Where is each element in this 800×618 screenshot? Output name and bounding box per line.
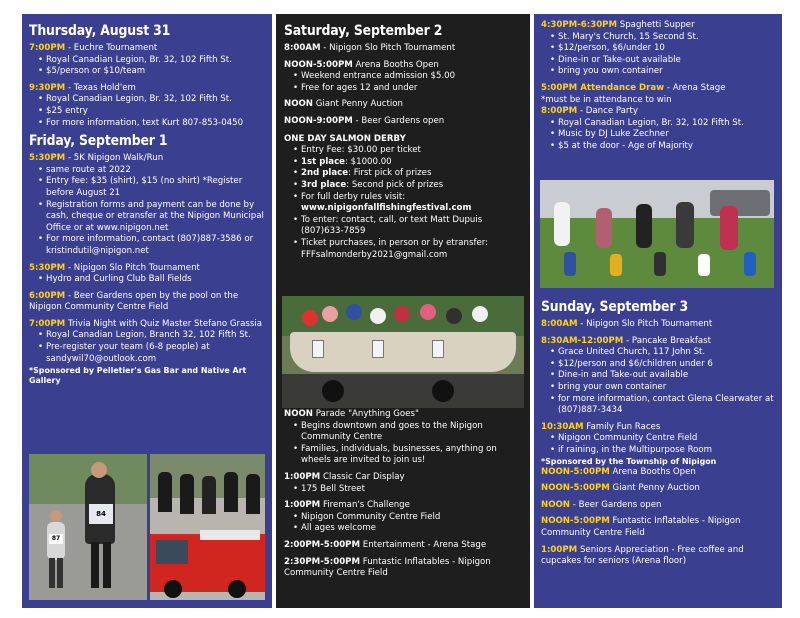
- event-detail: • same route at 2022: [38, 165, 265, 177]
- event-details: [541, 347, 775, 417]
- event-title: Classic Car Display: [320, 471, 405, 482]
- event-title: Parade "Anything Goes": [313, 409, 419, 419]
- event-item: [29, 319, 265, 365]
- attendance-draw: [541, 83, 775, 106]
- event-details: [29, 55, 265, 78]
- panel-saturday: [276, 14, 530, 608]
- heading-friday: Friday, September 1: [29, 133, 168, 150]
- event-detail: • Dine-in and Take-out available: [550, 370, 775, 382]
- photo-parade: [282, 296, 524, 408]
- event-detail: • Pre-register your team (6-8 people) at sandywil70@outlook.com: [38, 342, 265, 365]
- event-time: 8:00PM: [541, 106, 578, 117]
- event-item: [284, 99, 523, 111]
- event-time: 10:30AM: [541, 421, 584, 432]
- event-title: Funtastic Inflatables - Nipigon Community Centre Field: [541, 516, 741, 538]
- event-detail: • Entry fee: $35 (shirt), $15 (no shirt) *Register before August 21: [38, 176, 265, 199]
- events-saturday-afternoon: [284, 409, 523, 580]
- draw-note: *must be in attendance to win: [541, 94, 672, 105]
- third-place-label: 3rd place: [301, 179, 347, 190]
- event-detail: • $5 at the door - Age of Majority: [550, 141, 775, 153]
- event-detail: • For more information, contact (807)887-3586 or kristindutil@nipigon.net: [38, 234, 265, 257]
- event-title: Giant Penny Auction: [609, 483, 700, 494]
- derby-tickets: • Ticket purchases, in person or by etransfer: FFFsalmonderby2021@gmail.com: [293, 238, 523, 261]
- heading-thursday: Thursday, August 31: [29, 23, 171, 39]
- event-title: - Nipigon Slo Pitch Tournament: [577, 319, 713, 329]
- event-time: 5:30PM: [29, 262, 66, 273]
- event-title: - Nipigon Slo Pitch Tournament: [65, 262, 200, 273]
- event-details: [541, 118, 775, 153]
- event-time: 7:00PM: [29, 318, 66, 329]
- event-item: [29, 263, 265, 286]
- events-saturday-evening: [541, 20, 775, 78]
- event-time: NOON: [284, 99, 313, 110]
- draw-time: 5:00PM Attendance Draw: [541, 82, 665, 93]
- event-time: 1:00PM: [284, 471, 321, 482]
- event-detail: • Weekend entrance admission $5.00: [293, 71, 523, 83]
- event-time: NOON-5:00PM: [541, 466, 610, 477]
- event-time: 8:30AM-12:00PM: [541, 335, 624, 346]
- event-detail: • Families, individuals, businesses, anything on wheels are invited to join us!: [293, 444, 523, 467]
- event-detail: • Nipigon Community Centre Field: [550, 433, 775, 445]
- event-detail: • Royal Canadian Legion, Branch 32, 102 Fifth St.: [38, 330, 265, 342]
- event-item: [541, 422, 775, 457]
- event-detail: • Music by DJ Luke Zechner: [550, 129, 775, 141]
- event-details: [541, 32, 775, 78]
- event-details: [284, 512, 523, 535]
- event-detail: • $25 entry: [38, 106, 265, 118]
- event-item: [541, 500, 775, 512]
- event-title: Giant Penny Auction: [313, 99, 403, 110]
- event-title: - 5K Nipigon Walk/Run: [65, 153, 164, 164]
- event-title: Fireman's Challenge: [320, 500, 410, 511]
- derby-contact: • To enter: contact, call, or text Matt Dupuis (807)633-7859: [293, 215, 523, 238]
- event-details: [284, 71, 523, 94]
- photo-family-races: [540, 180, 774, 288]
- event-title: Seniors Appreciation - Free coffee and cupcakes for seniors (Arena floor): [541, 544, 744, 567]
- event-item: [284, 43, 523, 55]
- event-detail: • 175 Bell Street: [293, 484, 523, 496]
- event-item: [541, 545, 775, 568]
- derby-rules: [293, 192, 523, 215]
- events-friday: [29, 153, 265, 365]
- event-item: [29, 43, 265, 78]
- event-detail: • bring your own container: [550, 382, 775, 394]
- friday-sponsor-note: *Sponsored by Pelletier's Gas Bar and Native Art Gallery: [29, 366, 247, 386]
- derby-first-place: [293, 157, 523, 169]
- heading-saturday: Saturday, September 2: [284, 23, 443, 39]
- photo-walk-run: [29, 454, 147, 600]
- bib-number-child: 87: [51, 535, 61, 542]
- event-detail: • Royal Canadian Legion, Br. 32, 102 Fifth St.: [38, 55, 265, 67]
- event-item: [29, 83, 265, 129]
- event-time: 9:30PM: [29, 82, 66, 93]
- sunday-sponsor-note: *Sponsored by the Township of Nipigon: [541, 456, 717, 466]
- second-place-prize: : First pick of prizes: [348, 168, 432, 179]
- draw-location: - Arena Stage: [664, 82, 726, 93]
- event-item: [29, 291, 265, 314]
- event-details: [29, 165, 265, 258]
- bib-number-adult: 84: [96, 510, 106, 518]
- event-item: [29, 153, 265, 257]
- event-detail: • St. Mary's Church, 15 Second St.: [550, 32, 775, 44]
- second-place-label: 2nd place: [301, 168, 349, 179]
- event-title: Arena Booths Open: [609, 466, 696, 477]
- derby-title: ONE DAY SALMON DERBY: [284, 133, 406, 144]
- panel-saturday-evening-sunday: [534, 14, 782, 608]
- event-title: - Texas Hold'em: [65, 82, 136, 93]
- event-title: Family Fun Races: [583, 421, 661, 432]
- salmon-derby: [284, 134, 523, 262]
- event-title: Spaghetti Supper: [617, 20, 695, 30]
- event-item: [284, 116, 523, 128]
- first-place-label: 1st place: [301, 156, 346, 167]
- event-time: NOON-5:00PM: [284, 59, 353, 70]
- photo-fire-truck: [150, 454, 265, 600]
- event-detail: • if raining, in the Multipurpose Room: [550, 445, 775, 457]
- event-time: NOON: [284, 409, 313, 419]
- event-time: NOON-5:00PM: [541, 516, 610, 527]
- photo-row-friday: [29, 454, 265, 600]
- third-place-prize: : Second pick of prizes: [346, 179, 444, 190]
- event-title: Arena Booths Open: [352, 59, 439, 70]
- derby-entry-fee: • Entry Fee: $30.00 per ticket: [293, 145, 523, 157]
- events-thursday: [29, 43, 265, 129]
- event-detail: • Free for ages 12 and under: [293, 83, 523, 95]
- events-saturday-morning: [284, 43, 523, 128]
- event-time: 1:00PM: [284, 500, 321, 511]
- event-item: [284, 409, 523, 467]
- event-detail: • Royal Canadian Legion, Br. 32, 102 Fifth St.: [38, 94, 265, 106]
- event-time: 4:30PM-6:30PM: [541, 20, 618, 30]
- event-details: [29, 274, 265, 286]
- derby-third-place: [293, 180, 523, 192]
- event-time: 2:30PM-5:00PM: [284, 556, 361, 567]
- event-item: [541, 20, 775, 78]
- event-title: - Pancake Breakfast: [623, 335, 712, 346]
- event-detail: • $12/person and $6/children under 6: [550, 359, 775, 371]
- event-time: NOON-9:00PM: [284, 115, 353, 126]
- event-detail: • $5/person or $10/team: [38, 66, 265, 78]
- event-detail: • All ages welcome: [293, 523, 523, 535]
- event-item: [541, 319, 775, 331]
- event-item: [284, 472, 523, 495]
- event-title: - Euchre Tournament: [65, 43, 158, 53]
- event-time: 8:00AM: [541, 319, 578, 329]
- event-title: - Nipigon Slo Pitch Tournament: [320, 43, 456, 53]
- event-item: [541, 516, 775, 539]
- event-item: [541, 467, 775, 479]
- event-item: [284, 60, 523, 95]
- event-detail: • Royal Canadian Legion, Br. 32, 102 Fifth St.: [550, 118, 775, 130]
- event-time: 7:00PM: [29, 43, 66, 53]
- event-item: [284, 500, 523, 535]
- event-time: NOON: [541, 499, 570, 510]
- event-title: Funtastic Inflatables - Nipigon Community Centre Field: [284, 556, 491, 579]
- first-place-prize: : $1000.00: [345, 156, 392, 167]
- event-details: [284, 484, 523, 496]
- event-detail: • Grace United Church, 117 John St.: [550, 347, 775, 359]
- event-time: 1:00PM: [541, 544, 578, 555]
- event-item: [284, 557, 523, 580]
- event-detail: • bring you own container: [550, 66, 775, 78]
- event-item: [284, 540, 523, 552]
- event-detail: • $12/person, $6/under 10: [550, 43, 775, 55]
- event-time: 5:30PM: [29, 153, 66, 164]
- event-title: - Beer Gardens open: [352, 115, 445, 126]
- derby-website-link[interactable]: www.nipigonfallfishingfestival.com: [301, 203, 472, 214]
- event-title: - Beer Gardens open by the pool on the Nipigon Community Centre Field: [29, 290, 239, 313]
- events-sunday-morning: [541, 319, 775, 457]
- event-details: [29, 330, 265, 365]
- event-item: [541, 106, 775, 152]
- derby-second-place: [293, 168, 523, 180]
- event-title: - Dance Party: [577, 106, 638, 117]
- event-detail: • Begins downtown and goes to the Nipigon Community Centre: [293, 421, 523, 444]
- event-details: [541, 433, 775, 456]
- event-item: [541, 483, 775, 495]
- event-details: [284, 421, 523, 467]
- event-title: Trivia Night with Quiz Master Stefano Grassia: [65, 318, 262, 329]
- event-title: - Beer Gardens open: [570, 499, 662, 510]
- panel-thursday-friday: [22, 14, 272, 608]
- event-time: 8:00AM: [284, 43, 321, 53]
- event-detail: • Nipigon Community Centre Field: [293, 512, 523, 524]
- event-time: NOON-5:00PM: [541, 483, 610, 494]
- event-time: 6:00PM: [29, 290, 66, 301]
- events-sunday-afternoon: [541, 467, 775, 568]
- event-item: [541, 336, 775, 417]
- event-time: 2:00PM-5:00PM: [284, 539, 361, 550]
- event-title: Entertainment - Arena Stage: [360, 539, 487, 550]
- events-dance-party: [541, 106, 775, 152]
- event-details: [29, 94, 265, 129]
- event-detail: • Dine-in or Take-out available: [550, 55, 775, 67]
- event-detail: • for more information, contact Glena Clearwater at (807)887-3434: [550, 394, 775, 417]
- heading-sunday: Sunday, September 3: [541, 299, 689, 315]
- event-detail: • Hydro and Curling Club Ball Fields: [38, 274, 265, 286]
- event-detail: • For more information, text Kurt 807-853-0450: [38, 118, 265, 130]
- derby-rules-text: For full derby rules visit:: [301, 191, 406, 202]
- event-detail: • Registration forms and payment can be done by cash, cheque or etransfer at the Nipigon Municipal Office or at www.nipigon.net: [38, 200, 265, 235]
